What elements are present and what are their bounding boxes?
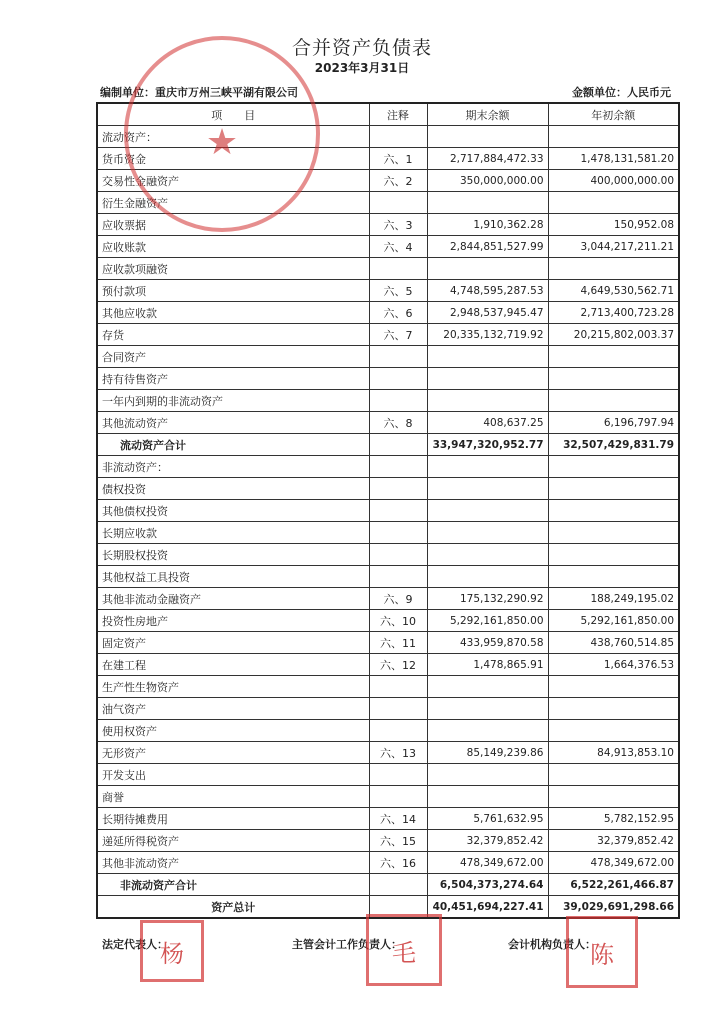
row-note: 六、4 [369, 236, 427, 258]
header-note: 注释 [369, 103, 427, 126]
row-note: 六、7 [369, 324, 427, 346]
row-end-balance [427, 258, 548, 280]
row-item-label: 生产性生物资产 [97, 676, 369, 698]
row-begin-balance: 1,478,131,581.20 [548, 148, 679, 170]
row-begin-balance: 3,044,217,211.21 [548, 236, 679, 258]
row-begin-balance: 400,000,000.00 [548, 170, 679, 192]
row-note [369, 478, 427, 500]
table-row [97, 434, 679, 456]
table-row [97, 654, 679, 676]
row-end-balance [427, 478, 548, 500]
row-note: 六、5 [369, 280, 427, 302]
table-row [97, 346, 679, 368]
row-note [369, 192, 427, 214]
row-end-balance: 2,717,884,472.33 [427, 148, 548, 170]
row-item-label: 其他非流动金融资产 [97, 588, 369, 610]
row-end-balance [427, 390, 548, 412]
row-begin-balance [548, 390, 679, 412]
row-item-label: 合同资产 [97, 346, 369, 368]
currency-label: 金额单位：人民币元 [572, 86, 671, 99]
table-row [97, 742, 679, 764]
row-begin-balance [548, 786, 679, 808]
table-row [97, 698, 679, 720]
row-note [369, 390, 427, 412]
row-begin-balance [548, 368, 679, 390]
row-item-label: 固定资产 [97, 632, 369, 654]
row-item-label: 非流动资产合计 [97, 874, 369, 896]
row-item-label: 长期股权投资 [97, 544, 369, 566]
row-begin-balance: 84,913,853.10 [548, 742, 679, 764]
row-end-balance [427, 522, 548, 544]
row-note [369, 368, 427, 390]
table-row [97, 874, 679, 896]
row-item-label: 其他应收款 [97, 302, 369, 324]
row-note: 六、13 [369, 742, 427, 764]
row-item-label: 长期待摊费用 [97, 808, 369, 830]
table-row [97, 456, 679, 478]
row-item-label: 长期应收款 [97, 522, 369, 544]
agency-head-seal: 陈 [566, 916, 638, 988]
row-item-label: 投资性房地产 [97, 610, 369, 632]
row-note [369, 456, 427, 478]
row-begin-balance [548, 346, 679, 368]
row-note [369, 346, 427, 368]
row-end-balance [427, 764, 548, 786]
row-item-label: 商誉 [97, 786, 369, 808]
row-end-balance: 32,379,852.42 [427, 830, 548, 852]
table-row [97, 720, 679, 742]
row-item-label: 非流动资产： [97, 456, 369, 478]
row-item-label: 债权投资 [97, 478, 369, 500]
row-begin-balance: 32,507,429,831.79 [548, 434, 679, 456]
row-begin-balance [548, 566, 679, 588]
row-item-label: 递延所得税资产 [97, 830, 369, 852]
table-row [97, 258, 679, 280]
table-row [97, 786, 679, 808]
row-begin-balance [548, 698, 679, 720]
row-item-label: 在建工程 [97, 654, 369, 676]
row-end-balance [427, 566, 548, 588]
table-row [97, 544, 679, 566]
table-row [97, 676, 679, 698]
table-row [97, 478, 679, 500]
row-begin-balance [548, 544, 679, 566]
row-end-balance: 4,748,595,287.53 [427, 280, 548, 302]
row-begin-balance: 2,713,400,723.28 [548, 302, 679, 324]
row-begin-balance: 20,215,802,003.37 [548, 324, 679, 346]
table-row [97, 500, 679, 522]
row-begin-balance [548, 522, 679, 544]
row-note [369, 434, 427, 456]
row-item-label: 其他流动资产 [97, 412, 369, 434]
row-end-balance: 2,948,537,945.47 [427, 302, 548, 324]
row-end-balance: 6,504,373,274.64 [427, 874, 548, 896]
row-end-balance [427, 346, 548, 368]
row-note [369, 676, 427, 698]
row-item-label: 应收账款 [97, 236, 369, 258]
table-row [97, 412, 679, 434]
row-note [369, 874, 427, 896]
row-item-label: 其他非流动资产 [97, 852, 369, 874]
row-note: 六、3 [369, 214, 427, 236]
row-end-balance [427, 368, 548, 390]
row-item-label: 交易性金融资产 [97, 170, 369, 192]
report-date: 2023年3月31日 [314, 61, 410, 75]
row-begin-balance: 1,664,376.53 [548, 654, 679, 676]
row-note: 六、6 [369, 302, 427, 324]
row-begin-balance [548, 764, 679, 786]
agency-head-label: 会计机构负责人： [508, 938, 596, 951]
row-note [369, 258, 427, 280]
table-row [97, 764, 679, 786]
row-item-label: 存货 [97, 324, 369, 346]
row-begin-balance: 188,249,195.02 [548, 588, 679, 610]
row-end-balance: 33,947,320,952.77 [427, 434, 548, 456]
row-note [369, 720, 427, 742]
accounting-head-seal: 毛 [366, 914, 442, 986]
row-note: 六、14 [369, 808, 427, 830]
row-begin-balance [548, 500, 679, 522]
row-end-balance [427, 126, 548, 148]
row-end-balance [427, 786, 548, 808]
row-note: 六、9 [369, 588, 427, 610]
row-end-balance: 85,149,239.86 [427, 742, 548, 764]
row-end-balance: 20,335,132,719.92 [427, 324, 548, 346]
report-title: 合并资产负债表 [291, 37, 432, 59]
row-note [369, 522, 427, 544]
row-begin-balance: 6,196,797.94 [548, 412, 679, 434]
row-end-balance: 175,132,290.92 [427, 588, 548, 610]
row-end-balance [427, 698, 548, 720]
row-item-label: 流动资产合计 [97, 434, 369, 456]
row-end-balance [427, 720, 548, 742]
row-note: 六、8 [369, 412, 427, 434]
row-end-balance: 1,910,362.28 [427, 214, 548, 236]
row-item-label: 应收票据 [97, 214, 369, 236]
table-row [97, 830, 679, 852]
row-item-label: 衍生金融资产 [97, 192, 369, 214]
row-begin-balance [548, 456, 679, 478]
row-end-balance: 5,761,632.95 [427, 808, 548, 830]
table-row [97, 368, 679, 390]
company-seal [124, 36, 320, 232]
row-begin-balance: 4,649,530,562.71 [548, 280, 679, 302]
legal-rep-label: 法定代表人： [102, 938, 168, 951]
table-row [97, 610, 679, 632]
header-item: 项 目 [97, 103, 369, 126]
table-body [97, 126, 679, 919]
row-begin-balance [548, 720, 679, 742]
row-item-label: 油气资产 [97, 698, 369, 720]
row-begin-balance: 150,952.08 [548, 214, 679, 236]
row-begin-balance: 5,782,152.95 [548, 808, 679, 830]
row-end-balance [427, 456, 548, 478]
row-begin-balance: 32,379,852.42 [548, 830, 679, 852]
header-begin-balance: 年初余额 [548, 103, 679, 126]
row-note [369, 764, 427, 786]
row-end-balance [427, 192, 548, 214]
row-note: 六、16 [369, 852, 427, 874]
row-note [369, 544, 427, 566]
row-end-balance [427, 500, 548, 522]
table-row [97, 566, 679, 588]
row-note [369, 500, 427, 522]
row-note: 六、2 [369, 170, 427, 192]
seal-star-icon: ★ [205, 122, 239, 163]
row-begin-balance: 5,292,161,850.00 [548, 610, 679, 632]
row-item-label: 货币资金 [97, 148, 369, 170]
row-item-label: 流动资产： [97, 126, 369, 148]
row-note: 六、11 [369, 632, 427, 654]
table-row [97, 324, 679, 346]
table-row [97, 808, 679, 830]
table-row [97, 280, 679, 302]
row-note: 六、10 [369, 610, 427, 632]
row-end-balance: 40,451,694,227.41 [427, 896, 548, 919]
row-item-label: 其他债权投资 [97, 500, 369, 522]
row-begin-balance [548, 258, 679, 280]
row-item-label: 一年内到期的非流动资产 [97, 390, 369, 412]
row-item-label: 开发支出 [97, 764, 369, 786]
row-end-balance [427, 676, 548, 698]
row-begin-balance: 39,029,691,298.66 [548, 896, 679, 919]
row-note [369, 566, 427, 588]
header-end-balance: 期末余额 [427, 103, 548, 126]
row-begin-balance [548, 478, 679, 500]
row-item-label: 应收款项融资 [97, 258, 369, 280]
row-note: 六、15 [369, 830, 427, 852]
prepared-by-label: 编制单位：重庆市万州三峡平湖有限公司 [100, 86, 298, 99]
row-item-label: 预付款项 [97, 280, 369, 302]
row-begin-balance [548, 192, 679, 214]
table-row [97, 236, 679, 258]
row-end-balance: 408,637.25 [427, 412, 548, 434]
table-row [97, 302, 679, 324]
row-item-label: 资产总计 [97, 896, 369, 919]
row-end-balance: 433,959,870.58 [427, 632, 548, 654]
row-item-label: 持有待售资产 [97, 368, 369, 390]
row-begin-balance: 438,760,514.85 [548, 632, 679, 654]
row-note [369, 126, 427, 148]
row-begin-balance [548, 126, 679, 148]
row-end-balance: 1,478,865.91 [427, 654, 548, 676]
row-end-balance: 350,000,000.00 [427, 170, 548, 192]
table-row [97, 390, 679, 412]
accounting-head-label: 主管会计工作负责人： [292, 938, 402, 951]
table-row [97, 852, 679, 874]
row-item-label: 无形资产 [97, 742, 369, 764]
legal-rep-seal: 杨 [140, 920, 204, 982]
table-row [97, 632, 679, 654]
row-end-balance [427, 544, 548, 566]
table-row [97, 522, 679, 544]
row-item-label: 使用权资产 [97, 720, 369, 742]
row-note [369, 786, 427, 808]
row-note: 六、12 [369, 654, 427, 676]
row-begin-balance: 478,349,672.00 [548, 852, 679, 874]
row-item-label: 其他权益工具投资 [97, 566, 369, 588]
row-end-balance: 478,349,672.00 [427, 852, 548, 874]
row-note [369, 698, 427, 720]
row-begin-balance [548, 676, 679, 698]
table-row [97, 588, 679, 610]
row-note: 六、1 [369, 148, 427, 170]
row-end-balance: 2,844,851,527.99 [427, 236, 548, 258]
row-begin-balance: 6,522,261,466.87 [548, 874, 679, 896]
row-end-balance: 5,292,161,850.00 [427, 610, 548, 632]
